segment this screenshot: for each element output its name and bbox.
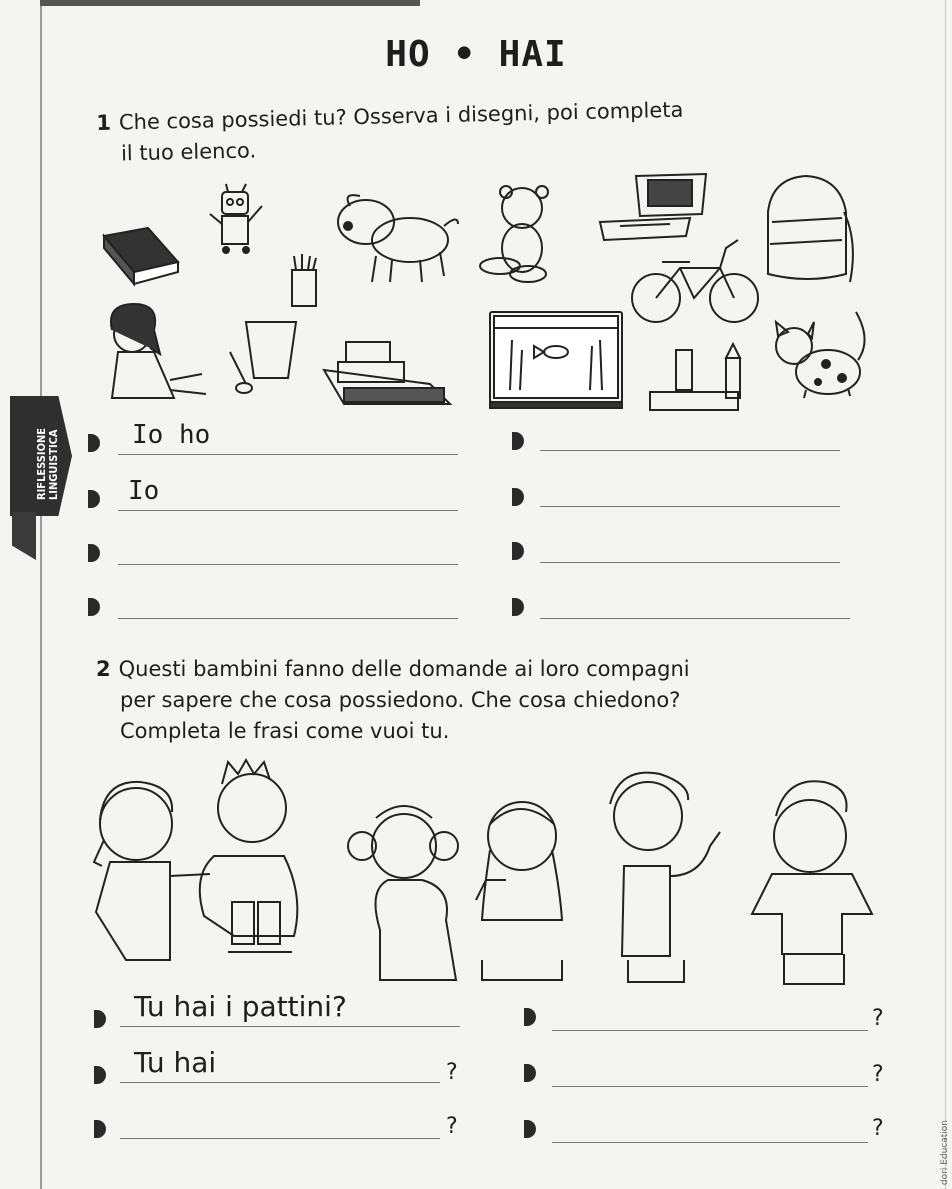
child-boy-skates [200,760,298,952]
answer-line[interactable] [120,1082,440,1083]
exercise-number: 1 [96,110,112,135]
question-mark: ? [872,1062,884,1087]
child-boy-curly [752,781,872,984]
page-title: HO • HAI [385,34,567,75]
answer-line[interactable] [552,1030,868,1031]
child-girl-headband [476,802,562,980]
exercise-1-instruction: 1 Che cosa possiedi tu? Osserva i disegni, poi completa il tuo elenco. [96,97,684,166]
child-girl-flowers [348,806,458,980]
question-mark: ? [872,1116,884,1141]
answer-text: Tu hai [134,1046,217,1079]
answer-line[interactable] [552,1086,868,1087]
side-tab-label: RIFLESSIONE LINGUISTICA [35,427,60,500]
answer-line[interactable] [120,1138,440,1139]
question-mark: ? [872,1006,884,1031]
answer-line[interactable] [552,1142,868,1143]
child-boy-wave [610,773,720,982]
question-mark: ? [446,1114,458,1139]
answer-text: Tu hai i pattini? [134,990,347,1023]
exercise-number: 2 [96,657,111,681]
question-mark: ? [446,1060,458,1085]
answer-text: Io ho [132,420,211,450]
answer-line[interactable] [120,1026,460,1027]
answer-text: Io [128,476,160,506]
publisher-credit: dori Education [940,1120,950,1186]
exercise-2-instruction: 2 Questi bambini fanno delle domande ai loro compagni per sapere che cosa possiedono. Che cosa chiedono? Completa le frasi come vuoi tu. [96,657,690,743]
child-girl-pigtails [94,782,210,960]
